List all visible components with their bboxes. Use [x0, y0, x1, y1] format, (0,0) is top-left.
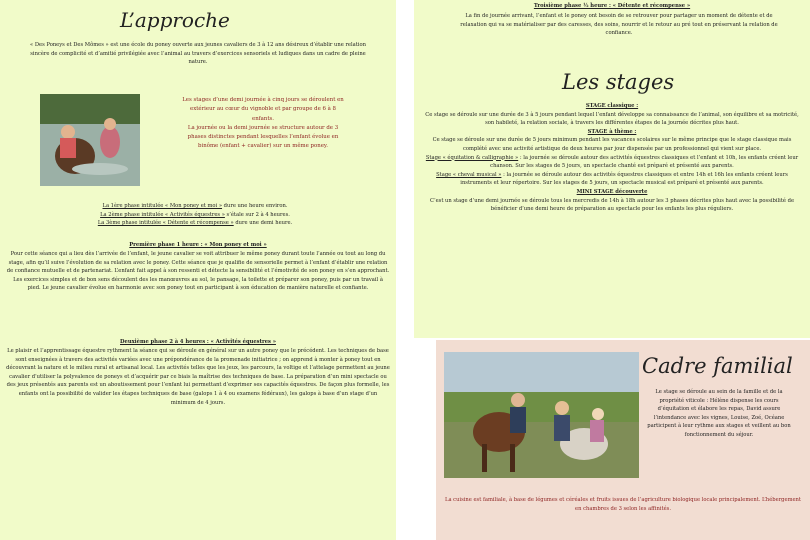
classique-body: Ce stage se déroule sur une durée de 3 à 5 jours pendant lequel l’enfant développe sa connaissance de l’animal, son équilibre et sa motricité, son habileté, la relation sociale, à travers les différentes étapes de la journée décrites plus haut.: [425, 111, 799, 127]
phase-label: La 2ème phase intitulée « Activités équestres »: [100, 211, 225, 218]
phase3-body: La fin de journée arrivant, l’enfant et le poney ont besoin de se retrouver pour partager un moment de détente et de relaxation qui va se matérialiser par des caresses, des soins, nourrir et le retour au pré tout en préservant la relation de confiance.: [460, 13, 778, 37]
calligraphie-body: : la journée se déroule autour des activités équestres classiques et l’enfant et 10h, les enfants créent leur chanson. Sur les stages de 5 jours, un spectacle chanté est préparé et présenté aux parents.: [490, 154, 799, 170]
stages-intro-line: La journée ou la demi journée se structure autour de 3: [187, 124, 339, 131]
stage-types-block: [422, 102, 802, 214]
children-riding-ponies-photo: [40, 94, 140, 186]
phase-label: La 1ère phase intitulée « Mon poney et moi »: [102, 203, 223, 209]
phase-duration: dure une demi heure.: [233, 220, 293, 227]
family-with-ponies-photo: [444, 352, 639, 478]
stages-intro-line: extérieur au cœur du vignoble et par groupe de 6 à 8: [190, 106, 336, 113]
stages-title: Les stages: [562, 70, 675, 94]
classique-heading: STAGE classique :: [585, 103, 639, 109]
phase1-body: Pour cette séance qui a lieu dès l’arrivée de l’enfant, le jeune cavalier se voit attribuer le même poney durant toute l’année ou tout au long du stage, afin qu’il suive l’évolution de sa relation avec le poney. Cette séance que je qualifie de sensorielle permet à l’enfant d’établir une relation de confiance mutuelle et de partenariat. L’enfant fait appel à son ressenti et détecte la sensibilité et l’émotivité de son poney en s’en approchant. Les exercices simples et de bon sens découlent des les manœuvres au sol, le pansage, la toilette et préparer son poney, puis par un travail à pied. Le jeune cavalier évolue en harmonie avec son poney tout en participant à son éducation de manière naturelle et confiante.: [6, 251, 390, 292]
musical-item: [422, 171, 802, 188]
musical-body: : la journée se déroule autour des activités équestres classiques et entre 14h et 16h les enfants créent leurs instruments et leur répertoire. Sur les stages de 5 jours, un spectacle musical est préparé et présenté aux parents.: [460, 171, 788, 187]
calligraphie-item: [422, 154, 802, 171]
theme-heading: STAGE à thème :: [587, 128, 637, 135]
stages-intro-line: binôme (enfant + cavalier) sur un même poney.: [198, 143, 328, 150]
stages-intro-line: Les stages d’une demi journée à cinq jours se déroulent en: [182, 97, 344, 103]
phase-list-item: [60, 211, 330, 220]
phase-list-item: [60, 219, 330, 228]
phase-label: La 3ème phase intitulée « Détente et récompense »: [97, 220, 234, 227]
calligraphie-label: Stage « équitation & calligraphie »: [425, 154, 519, 161]
phase2-body: Le plaisir et l’apprentissage équestre rythment la séance qui se déroule en général sur un autre poney que le précédent. Les techniques de base sont enseignées à travers des activités variées avec une prépondérance de la promenade initiatrice ; on apprend à monter à poney tout en découvrant la nature et le milieu rural et artisanal local. Les activités telles que les jeux, les parcours, la voltige et l’attelage permettent au jeune cavalier d’utiliser la polyvalence de poneys et d’acquérir par ce biais la maîtrise des techniques de base. La préparation d’un mini spectacle ou des jeux présentés aux parents est un aboutissement pour l’enfant lui permettant d’exprimer ses capacités équestres. De façon plus formelle, les enfants ont la possibilité de valider les étapes techniques de base (galops 1 à 4 ou examens fédéraux), les galops à base d’un stage d’un minimum de 4 jours.: [6, 348, 390, 406]
phase-duration: s’étale sur 2 à 4 heures.: [224, 211, 290, 218]
approach-title: L’approche: [120, 8, 230, 32]
phase2-heading: Deuxième phase 2 à 4 heures : « Activités équestres »: [120, 339, 276, 345]
mini-stage-body: C’est un stage d’une demi journée se déroule tous les mercredis de 14h à 18h autour les 3 phases décrites plus haut avec la possibilité de bénéficier d’une demi heure de préparation au spectacle pour les enfants les plus réguliers.: [429, 197, 795, 213]
phase-list-item: [60, 202, 330, 211]
family-body: Le stage se déroule au sein de la famille et de la propriété viticole : Hélène dispense les cours d’équitation et élabore les repas, David assure l’intendance avec les vignes, Louise, Zoé, Océane participent à leur rythme aux stages et veillent au bon fonctionnement du séjour.: [647, 389, 791, 438]
mini-stage-heading: MINI STAGE découverte: [576, 188, 648, 195]
stages-intro-line: enfants.: [252, 115, 274, 122]
phase-duration: dure une heure environ.: [222, 203, 288, 209]
phase3-heading: Troisième phase ½ heure : « Détente et récompense »: [533, 3, 691, 9]
theme-body: Ce stage se déroule sur une durée de 5 jours minimum pendant les vacances scolaires sur le même principe que le stage classique mais complété avec une activité artistique de deux heures par jour dispensée par un professionnel qui vient sur place.: [432, 137, 792, 152]
stages-intro-block: [168, 96, 358, 152]
phase1-heading: Première phase 1 heure : « Mon poney et moi »: [129, 242, 267, 248]
stages-intro-line: phases distinctes pendant lesquelles l’enfant évolue en: [187, 134, 339, 141]
approach-intro: « Des Poneys et Des Mômes » est une école du poney ouverte aux jeunes cavaliers de 3 à 12 ans désireux d’établir une relation sincère de complicité et d’amitié privilégiée avec l’animal au travers d’exercices sensoriels et ludiques dans un cadre de pleine nature.: [30, 42, 366, 66]
musical-label: Stage « cheval musical »: [436, 171, 502, 178]
family-footer: La cuisine est familiale, à base de légumes et céréales et fruits issues de l’agriculture biologique locale principalement. L’hébergement en chambres de 3 selon les affinités.: [445, 497, 801, 512]
left-panel: [0, 0, 396, 540]
right-bottom-panel: [436, 340, 810, 540]
family-title: Cadre familial: [642, 354, 793, 378]
right-top-panel: [414, 0, 810, 338]
phases-list: [60, 202, 330, 228]
